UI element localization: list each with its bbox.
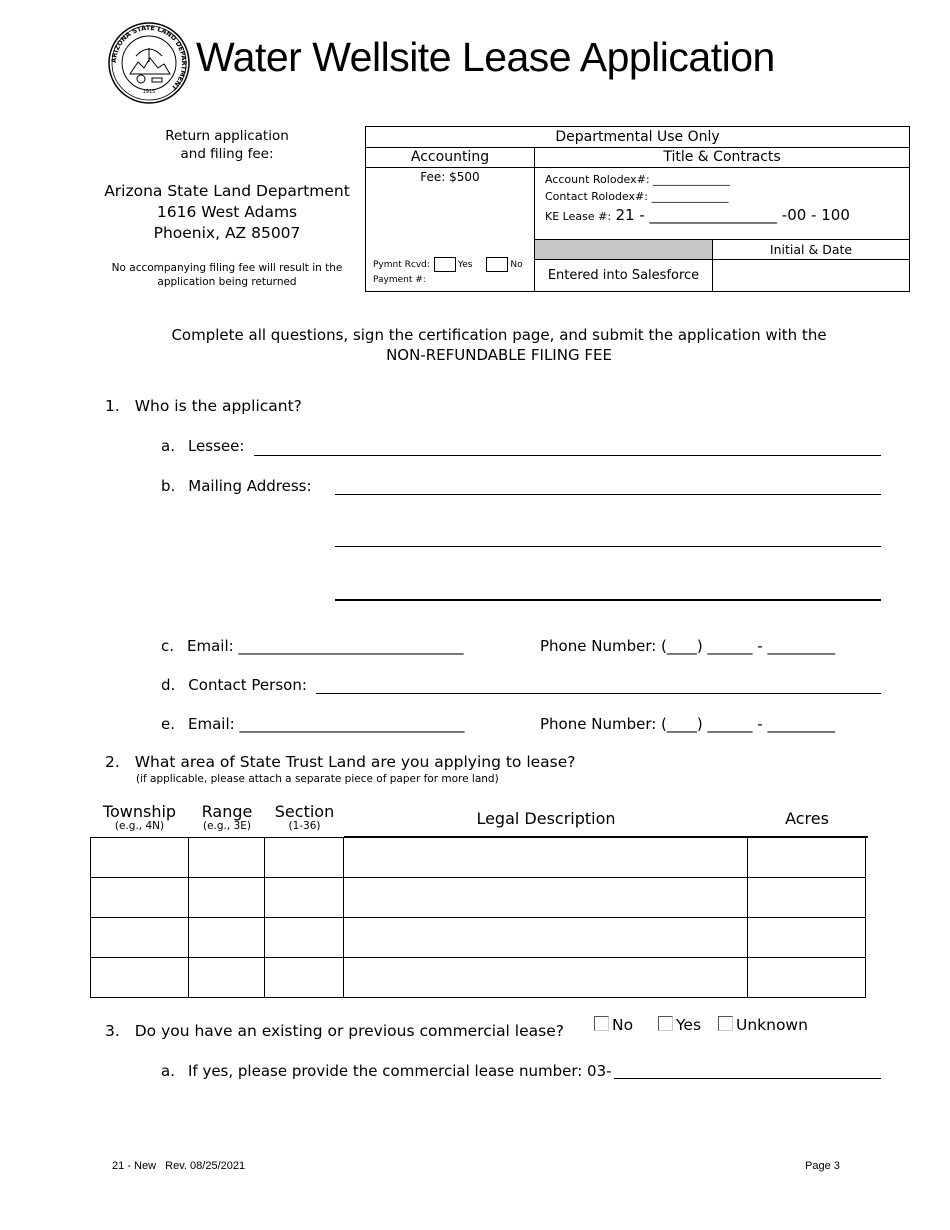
table-row: [91, 838, 866, 878]
acres-cell[interactable]: [748, 918, 866, 958]
commercial-lease-number-label: [161, 1062, 612, 1080]
column-acres: Acres: [785, 809, 829, 828]
contact-person-letter: d.: [161, 676, 176, 694]
initial-date-header: Initial & Date: [713, 240, 910, 260]
page-number: Page 3: [805, 1160, 840, 1172]
commercial-lease-options: [594, 1016, 808, 1034]
table-row: [91, 918, 866, 958]
fee-warning-line-1: No accompanying filing fee will result in the: [111, 262, 343, 274]
column-section-hint: (1-36): [288, 820, 321, 832]
range-cell[interactable]: [189, 958, 265, 998]
column-township: [90, 803, 189, 832]
ke-lease-row: [545, 205, 909, 227]
fee-warning-line-2: application being returned: [157, 276, 297, 288]
accounting-header: Accounting: [366, 148, 535, 168]
table-header-rule: [344, 836, 868, 838]
email-1-field[interactable]: Email: ______________________________: [187, 637, 464, 655]
column-legal-description: Legal Description: [476, 809, 616, 828]
mailing-address-line-3[interactable]: [335, 599, 881, 601]
payment-yes-label: Yes: [457, 260, 473, 270]
payment-number-label: Payment #:: [373, 275, 426, 285]
mailing-address-line-2[interactable]: [335, 546, 881, 547]
question-1: [105, 397, 302, 415]
ke-lease-value: 21 - _________________ -00 - 100: [615, 206, 850, 224]
departmental-use-box: [365, 126, 910, 292]
dept-box-title: Departmental Use Only: [366, 127, 910, 148]
entered-salesforce-label: Entered into Salesforce: [535, 260, 713, 292]
table-row: [91, 878, 866, 918]
range-cell[interactable]: [189, 878, 265, 918]
email-row-1: [161, 637, 463, 655]
lessee-label: [161, 437, 244, 455]
payment-no-checkbox[interactable]: [486, 257, 508, 272]
township-cell[interactable]: [91, 958, 189, 998]
lessee-field[interactable]: [254, 455, 881, 456]
phone-1-field[interactable]: Phone Number: (____) ______ - _________: [540, 637, 835, 655]
legal-description-cell[interactable]: [344, 878, 748, 918]
question-3-text: Do you have an existing or previous commercial lease?: [134, 1022, 564, 1040]
range-cell[interactable]: [189, 918, 265, 958]
commercial-lease-number-field[interactable]: [614, 1078, 881, 1079]
column-range-label: Range: [201, 802, 253, 821]
rolodex-cell: [535, 168, 910, 240]
township-cell[interactable]: [91, 878, 189, 918]
return-address: [92, 181, 362, 244]
township-cell[interactable]: [91, 838, 189, 878]
mailing-address-label: [161, 477, 312, 495]
pymnt-rcvd-label: Pymnt Rcvd:: [373, 260, 430, 270]
question-3-number: 3.: [105, 1022, 120, 1040]
payment-received-row: [373, 257, 523, 272]
question-2: [105, 753, 576, 771]
state-land-department-seal: [108, 22, 190, 104]
email-2-field[interactable]: Email: ______________________________: [188, 715, 465, 733]
instructions-line-2: NON-REFUNDABLE FILING FEE: [386, 346, 612, 364]
lessee-label-text: Lessee:: [187, 437, 245, 455]
column-range-hint: (e.g., 3E): [203, 820, 251, 832]
column-section: [265, 803, 344, 832]
section-cell[interactable]: [265, 918, 344, 958]
option-unknown-checkbox[interactable]: [718, 1016, 733, 1031]
range-cell[interactable]: [189, 838, 265, 878]
section-cell[interactable]: [265, 958, 344, 998]
ke-lease-label: KE Lease #:: [545, 210, 612, 223]
fee-warning: [92, 261, 362, 289]
contact-person-field[interactable]: [316, 693, 881, 694]
svg-text:1915: 1915: [142, 89, 156, 95]
township-cell[interactable]: [91, 918, 189, 958]
column-township-label: Township: [102, 802, 177, 821]
return-line-2: and filing fee:: [180, 146, 274, 162]
acres-cell[interactable]: [748, 958, 866, 998]
mailing-address-label-text: Mailing Address:: [188, 477, 312, 495]
salesforce-initial-date-field[interactable]: [713, 260, 910, 292]
mailing-address-line-1[interactable]: [335, 494, 881, 495]
question-1-text: Who is the applicant?: [134, 397, 302, 415]
option-unknown-label: Unknown: [735, 1016, 808, 1034]
acres-cell[interactable]: [748, 838, 866, 878]
question-2-note: (if applicable, please attach a separate piece of paper for more land): [136, 773, 499, 785]
question-1-number: 1.: [105, 397, 120, 415]
legal-description-cell[interactable]: [344, 918, 748, 958]
land-table: [90, 837, 866, 998]
question-2-text: What area of State Trust Land are you applying to lease?: [134, 753, 576, 771]
address-org: Arizona State Land Department: [104, 182, 350, 200]
return-line-1: Return application: [165, 128, 289, 144]
svg-text:ARIZONA STATE LAND DEPARTMENT: ARIZONA STATE LAND DEPARTMENT: [109, 23, 189, 92]
email-2-letter: e.: [161, 715, 175, 733]
column-section-label: Section: [274, 802, 335, 821]
email-1-letter: c.: [161, 637, 175, 655]
commercial-lease-label-text: If yes, please provide the commercial lease number: 03-: [187, 1062, 612, 1080]
return-instructions: [92, 127, 362, 163]
filing-fee: Fee: $500: [420, 170, 480, 184]
acres-cell[interactable]: [748, 878, 866, 918]
column-township-hint: (e.g., 4N): [114, 820, 165, 832]
contact-person-label-text: Contact Person:: [188, 676, 307, 694]
commercial-lease-letter: a.: [161, 1062, 175, 1080]
table-row: [91, 958, 866, 998]
payment-no-label: No: [510, 260, 523, 270]
option-no-label: No: [612, 1016, 634, 1034]
instructions: [0, 325, 950, 365]
question-3: [105, 1022, 564, 1040]
form-revision: 21 - New Rev. 08/25/2021: [112, 1160, 246, 1172]
phone-2-field[interactable]: Phone Number: (____) ______ - _________: [540, 715, 835, 733]
option-no-checkbox[interactable]: [594, 1016, 609, 1031]
legal-description-cell[interactable]: [344, 838, 748, 878]
option-yes-checkbox[interactable]: [658, 1016, 673, 1031]
page-title: Water Wellsite Lease Application: [196, 34, 775, 80]
column-range: [189, 803, 265, 832]
payment-yes-checkbox[interactable]: [434, 257, 456, 272]
instructions-line-1: Complete all questions, sign the certification page, and submit the application with the: [171, 326, 827, 344]
accounting-cell: [366, 168, 535, 292]
lessee-letter: a.: [161, 437, 175, 455]
address-city: Phoenix, AZ 85007: [153, 224, 301, 242]
mailing-address-letter: b.: [161, 477, 176, 495]
email-row-2: [161, 715, 464, 733]
section-cell[interactable]: [265, 838, 344, 878]
section-cell[interactable]: [265, 878, 344, 918]
legal-description-cell[interactable]: [344, 958, 748, 998]
gray-cell: [535, 240, 713, 260]
address-street: 1616 West Adams: [156, 203, 298, 221]
account-rolodex: Account Rolodex#: ______________: [545, 173, 731, 186]
contact-person-label: [161, 676, 307, 694]
title-contracts-header: Title & Contracts: [535, 148, 910, 168]
option-yes-label: Yes: [676, 1016, 702, 1034]
question-2-number: 2.: [105, 753, 120, 771]
contact-rolodex: Contact Rolodex#: ______________: [545, 190, 729, 203]
